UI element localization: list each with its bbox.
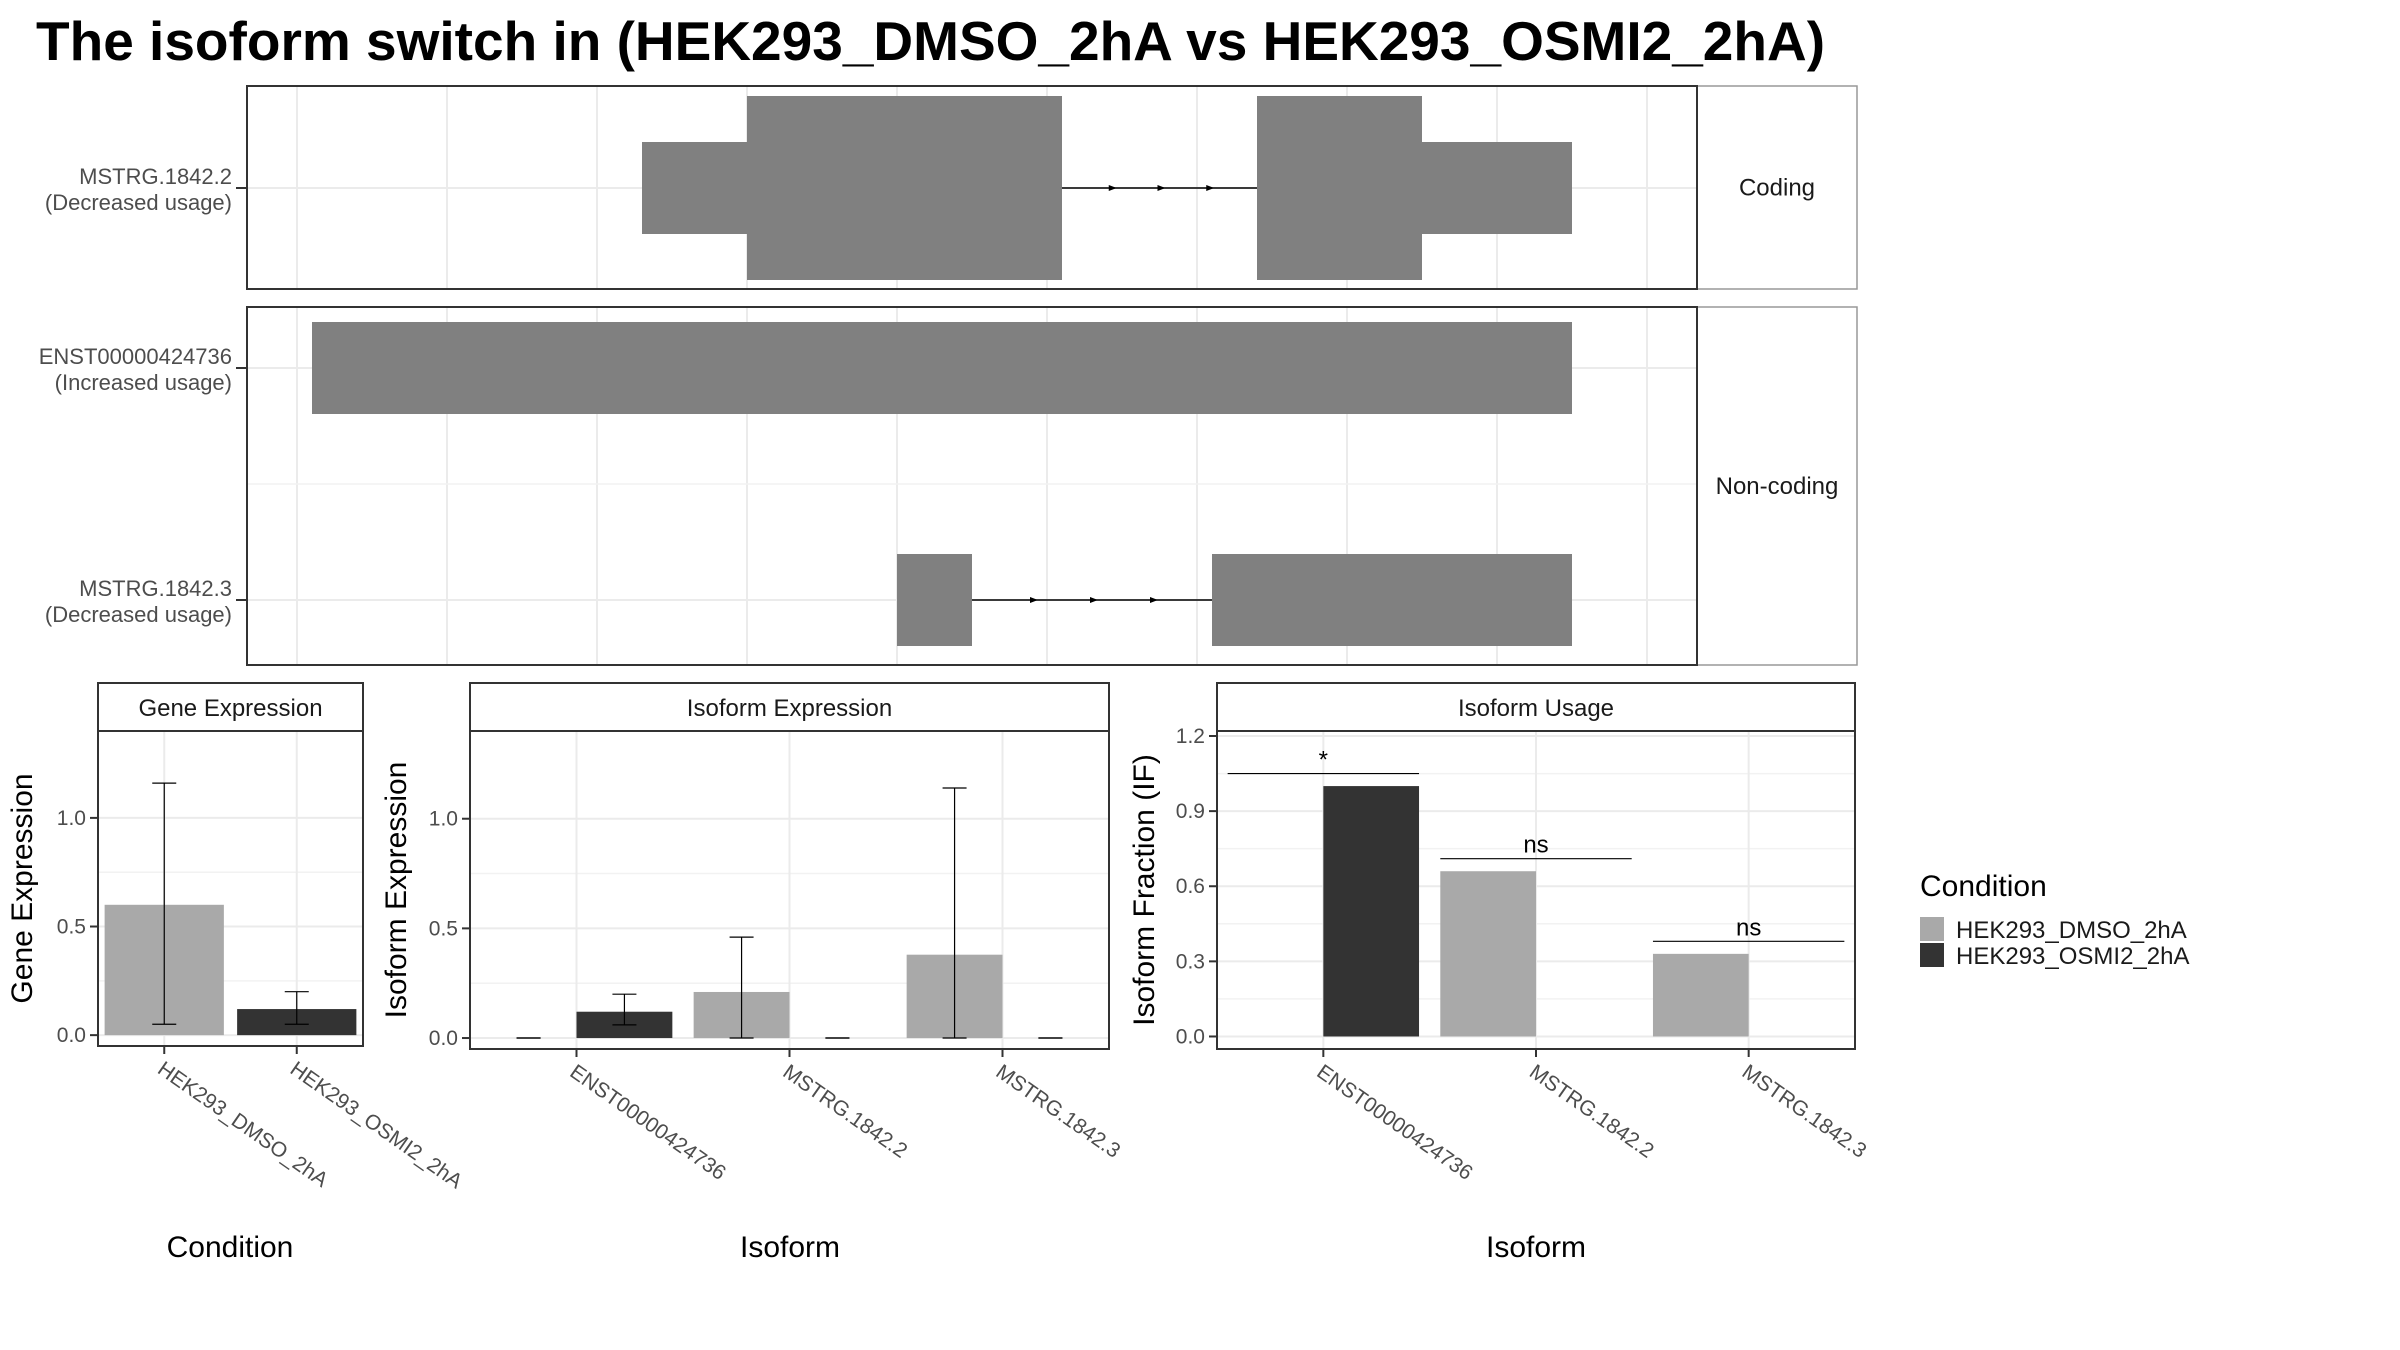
panel-title: Isoform Usage	[1457, 695, 1615, 722]
legend-title: Condition	[1920, 870, 2047, 903]
isoform-label: ENST00000424736	[38, 344, 232, 369]
intron-arrow	[1150, 597, 1158, 603]
bar	[1440, 871, 1536, 1036]
significance-label: ns	[1735, 914, 1762, 942]
x-axis-title: Isoform	[1485, 1231, 1587, 1264]
isoform-usage-label: (Decreased usage)	[44, 602, 232, 627]
y-axis-title: Gene Expression	[6, 773, 39, 1004]
facet-strip-label: Non-coding	[1715, 473, 1839, 500]
isoform-label: MSTRG.1842.3	[79, 576, 232, 601]
intron-arrow	[1030, 597, 1038, 603]
exon-block	[312, 322, 1572, 414]
y-tick-label: 1.2	[1175, 725, 1205, 749]
y-tick-label: 0.0	[428, 1027, 458, 1051]
y-tick-label: 0.3	[1175, 950, 1205, 974]
x-axis-title: Isoform	[739, 1231, 841, 1264]
isoform-label: MSTRG.1842.2	[79, 164, 232, 189]
y-tick-label: 0.5	[428, 917, 458, 941]
intron-arrow	[1206, 185, 1214, 191]
y-tick-label: 1.0	[428, 807, 458, 831]
x-tick-label: HEK293_DMSO_2hA	[153, 1057, 333, 1192]
isoform-structure-plot	[39, 86, 1857, 665]
panel-title: Gene Expression	[138, 695, 323, 722]
facet-strip-label: Coding	[1738, 174, 1816, 202]
legend-label-dmso: HEK293_DMSO_2hA	[1956, 917, 2187, 944]
isoform-usage-label: (Decreased usage)	[44, 190, 232, 215]
y-tick-label: 0.6	[1175, 875, 1205, 899]
exon-block	[897, 554, 972, 646]
exon-block	[1257, 142, 1572, 234]
isoform-usage-label: (Increased usage)	[54, 370, 232, 395]
y-tick-label: 0.5	[56, 915, 86, 939]
exon-block	[1212, 554, 1572, 646]
intron-arrow	[1158, 185, 1166, 191]
y-tick-label: 0.0	[1175, 1025, 1205, 1049]
isoform-expression-panel	[380, 683, 1124, 1264]
legend-swatch-dmso	[1920, 917, 1944, 941]
x-tick-label: MSTRG.1842.3	[1737, 1060, 1871, 1163]
legend-swatch-osmi	[1920, 943, 1944, 967]
isoform-usage-panel	[1128, 683, 1871, 1264]
bar	[1323, 786, 1419, 1036]
x-tick-label: ENST00000424736	[565, 1060, 730, 1185]
significance-label: *	[1318, 746, 1329, 774]
y-tick-label: 0.0	[56, 1024, 86, 1048]
intron-arrow	[1090, 597, 1098, 603]
significance-label: ns	[1523, 831, 1549, 859]
x-tick-label: MSTRG.1842.2	[1525, 1060, 1658, 1163]
intron-arrow	[1109, 185, 1117, 191]
x-axis-title: Condition	[166, 1231, 294, 1264]
y-axis-title: Isoform Expression	[380, 761, 413, 1019]
x-tick-label: ENST00000424736	[1312, 1060, 1477, 1185]
panel-title: Isoform Expression	[686, 695, 893, 722]
x-tick-label: MSTRG.1842.3	[991, 1060, 1125, 1163]
figure-title: The isoform switch in (HEK293_DMSO_2hA vs HEK293_OSMI2_2hA)	[36, 10, 1826, 72]
condition-legend	[1920, 870, 2189, 970]
bar	[1653, 954, 1749, 1037]
y-tick-label: 0.9	[1175, 800, 1205, 824]
legend-label-osmi: HEK293_OSMI2_2hA	[1956, 943, 2190, 970]
y-tick-label: 1.0	[56, 806, 86, 830]
y-axis-title: Isoform Fraction (IF)	[1128, 754, 1161, 1026]
x-tick-label: MSTRG.1842.2	[778, 1060, 912, 1163]
exon-block	[747, 96, 1062, 280]
x-tick-label: HEK293_OSMI2_2hA	[285, 1057, 467, 1194]
